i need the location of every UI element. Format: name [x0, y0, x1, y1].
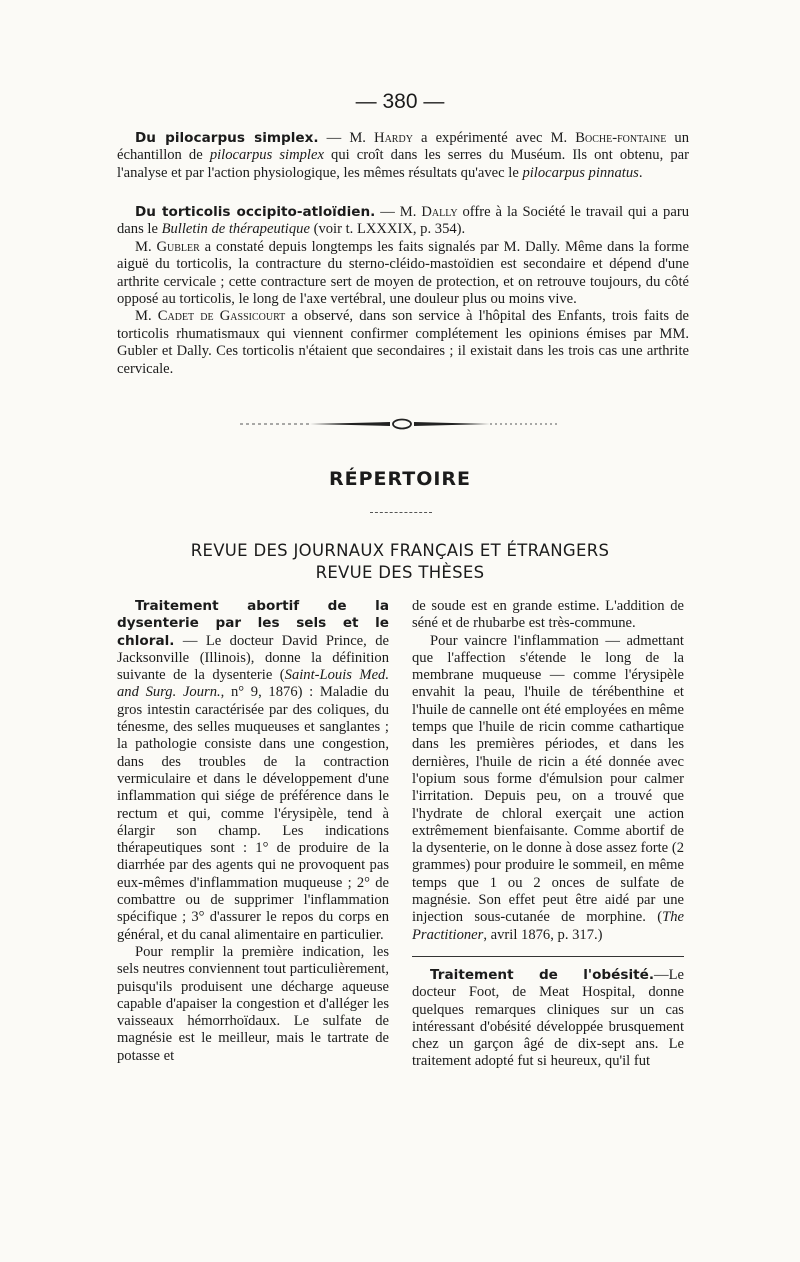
paragraph [117, 239, 689, 309]
text: a observé, dans son service à l'hôpital des Enfants, trois faits de torticolis rhumatismaux qui viennent confirmer complétement les opinions émises par MM. Gubler et Dally. Ces torticolis n'étaient que secondaires ; il existait dans les trois cas une arthrite cervicale. [117, 308, 690, 377]
divider [370, 512, 432, 514]
text: — M. [375, 204, 422, 220]
text: —Le docteur Foot, de Meat Hospital, donne quelques remarques cliniques sur un cas intéressant d'obésité développée brusquement chez un garçon âgé de dix-sept ans. Le traitement adopté fut si heureux, qu'il fut [412, 966, 684, 1070]
ornamental-divider-icon [240, 414, 560, 434]
section-heading: Du torticolis occipito-atloïdien. [135, 204, 376, 220]
section-pilocarpus [117, 130, 689, 182]
author-name: Cadet de Gassicourt [157, 308, 286, 325]
paragraph [412, 633, 684, 944]
author-name: Dally [421, 204, 458, 220]
citation: The Practitioner [412, 909, 684, 943]
text: M. [135, 238, 157, 255]
text: offre à la Société le travail qui a paru dans le [117, 204, 689, 238]
left-column [117, 598, 389, 1065]
italic-title: Bulletin de thérapeutique [161, 221, 310, 238]
paragraph [117, 598, 389, 944]
text: qui croît dans les serres du Muséum. Ils ont obtenu, par l'analyse et par l'action physiologique, les mêmes résultats qu'avec le [117, 147, 689, 181]
italic-term: pilocarpus simplex [209, 147, 324, 164]
article-heading: Traitement de l'obésité. [430, 966, 654, 983]
author-name: Gubler [156, 238, 200, 255]
paragraph [117, 308, 689, 378]
text: — M. [318, 130, 375, 146]
text: , avril 1876, p. 317.) [483, 926, 603, 943]
paragraph: Pour remplir la première indication, les sels neutres conviennent tout particulièrement, puisqu'ils produisent une décharge aqueuse capable d'apaiser la congestion et d'alléger les vaisseaux hémorrhoïdaux. Le sulfate de magnésie est le meilleur, mais le tartrate de potasse et [117, 943, 389, 1064]
text: un échantillon de [117, 130, 689, 164]
paragraph [117, 204, 689, 239]
repertoire-title: RÉPERTOIRE [328, 468, 472, 490]
text: . [638, 164, 643, 181]
citation: Saint-Louis Med. and Surg. Journ. [117, 667, 389, 701]
section-torticolis [117, 204, 689, 378]
article-heading: Traitement abortif de la dysenterie par les sels et le chloral. [117, 598, 389, 649]
divider [412, 956, 684, 957]
text: a constaté depuis longtemps les faits signalés par M. Dally. Même dans la forme aiguë du torticolis, la contracture du sterno-cléido-mastoïdien est secondaire et dépend d'une arthrite cervicale ; cette contracture sert de moyen de protection, et on retrouve toujours, du côté opposé au torticolis, le long de l'axe vertébral, une douleur plus ou moins vive. [117, 238, 689, 308]
text: M. [135, 308, 158, 325]
author-name: Hardy [374, 130, 413, 146]
paragraph: de soude est en grande estime. L'addition de séné et de rhubarbe est très-commune. [412, 598, 684, 632]
right-column [412, 598, 684, 1071]
text: , n° 9, 1876) : Maladie du gros intestin caractérisée par des coliques, du ténesme, des selles muqueuses et sanglantes ; la pathologie consiste dans une congestion, dans des troubles de la contraction vermiculaire et dans le développement d'une inflammation qui siége de préférence dans le rectum et qui, comme l'érysipèle, tend à élargir son champ. Les indications thérapeutiques sont : 1° de produire de la diarrhée par des agents qui ne provoquent pas eux-mêmes d'inflammation muqueuse ; 2° de combattre ou de supprimer l'inflammation spécifique ; 3° d'assurer le repos du corps en général, et du canal alimentaire en particulier. [117, 684, 389, 943]
section-heading: Du pilocarpus simplex. [135, 130, 319, 146]
italic-term: pilocarpus pinnatus [522, 164, 639, 181]
paragraph [412, 967, 684, 1071]
text: (voir t. LXXXIX, p. 354). [309, 221, 466, 238]
text: a expérimenté avec M. [412, 130, 576, 146]
author-name: Boche-fontaine [575, 130, 667, 146]
subtitle-journals: REVUE DES JOURNAUX FRANÇAIS ET ÉTRANGERS [190, 541, 610, 560]
text: Pour vaincre l'inflammation — admettant que l'affection s'étende le long de la membrane muqueuse — comme l'érysipèle envahit la peau, l'huile de térébenthine et l'huile de cannelle ont été employées en même temps que l'huile de ricin comme cathartique dans les premières périodes, et dans les dernières, l'huile de ricin a été donnée avec l'opium sous forme d'émulsion pour calmer l'irritation. Depuis peu, on a trouvé que l'hydrate de chloral exerçait une action extrêmement bienfaisante. Comme abortif de la dysenterie, on le donne à dose assez forte (2 grammes) pour produire le sommeil, en même temps que 1 ou 2 onces de sulfate de magnésie. Son effet peut être aidé par une injection sous-cutanée de morphine. ( [412, 632, 684, 926]
text: — Le docteur David Prince, de Jacksonville (Illinois), donne la définition suivante de la dysenterie ( [117, 632, 389, 684]
page-number: — 380 — [355, 90, 445, 113]
paragraph [117, 130, 689, 182]
subtitle-theses: REVUE DES THÈSES [315, 563, 485, 582]
